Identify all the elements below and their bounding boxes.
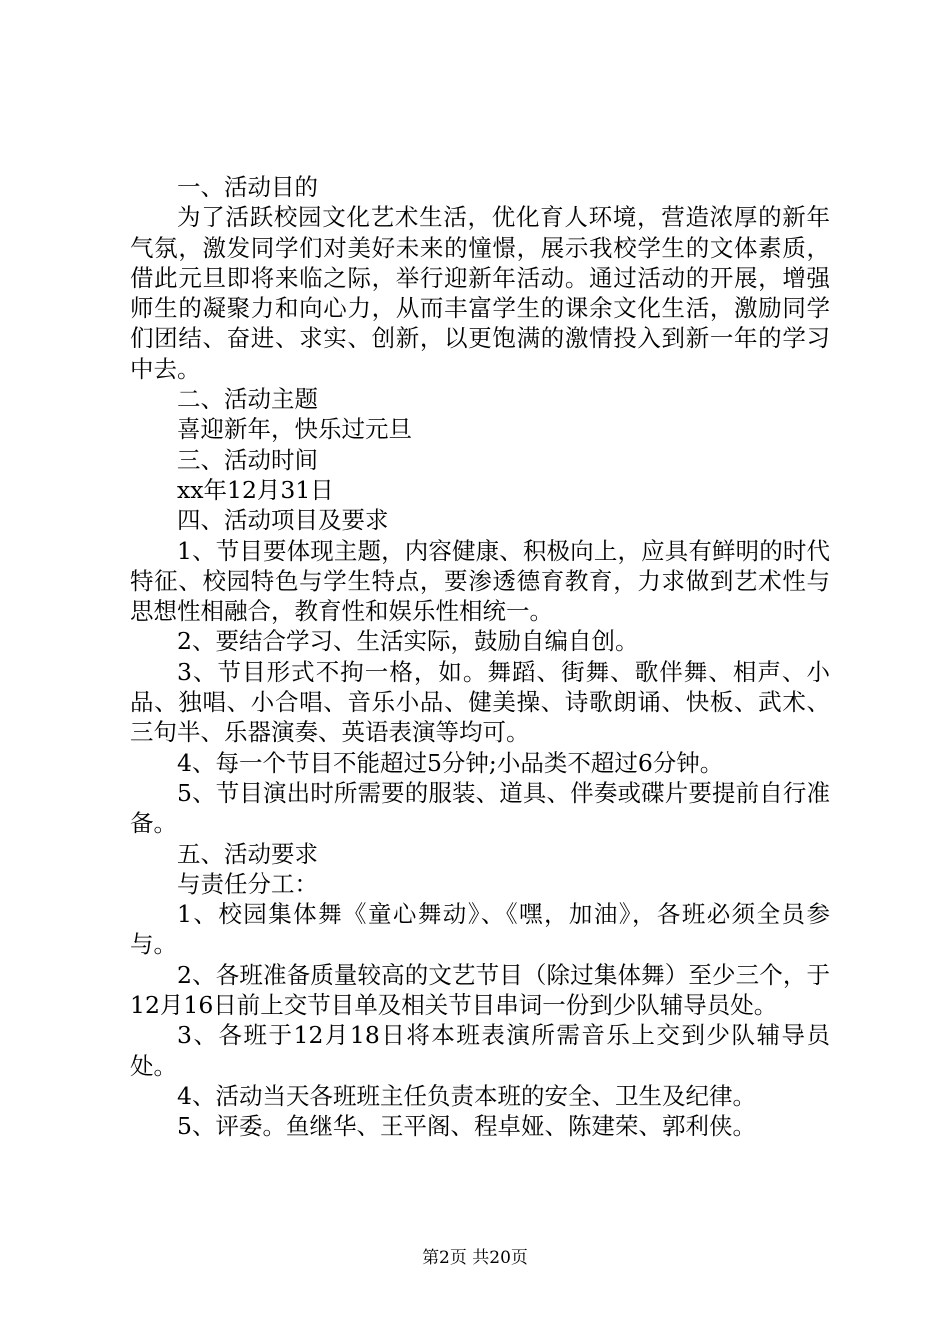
paragraph-responsibility: 与责任分工： [177, 869, 318, 898]
heading-theme: 二、活动主题 [177, 385, 318, 414]
paragraph-theme: 喜迎新年，快乐过元旦 [177, 415, 412, 444]
heading-purpose: 一、活动目的 [177, 173, 318, 201]
heading-requirements: 五、活动要求 [177, 839, 318, 868]
page-number: 第2页 共20页 [422, 1248, 528, 1268]
list-item: 3、节目形式不拘一格，如。舞蹈、街舞、歌伴舞、相声、小品、独唱、小合唱、音乐小品、健美操、诗歌朗诵、快板、武术、三句半、乐器演奏、英语表演等均可。 [130, 657, 830, 747]
list-item: 5、评委。鱼继华、王平阁、程卓娅、陈建荣、郭利侠。 [177, 1112, 756, 1141]
list-item: 1、节目要体现主题，内容健康、积极向上，应具有鲜明的时代特征、校园特色与学生特点，要渗透德育教育，力求做到艺术性与思想性相融合，教育性和娱乐性相统一。 [130, 536, 830, 626]
paragraph-purpose: 为了活跃校园文化艺术生活，优化育人环境，营造浓厚的新年气氛，激发同学们对美好未来的憧憬，展示我校学生的文体素质，借此元旦即将来临之际，举行迎新年活动。通过活动的开展，增强师生的凝聚力和向心力，从而丰富学生的课余文化生活，激励同学们团结、奋进、求实、创新，以更饱满的激情投入到新一年的学习中去。 [130, 203, 830, 383]
list-item: 2、要结合学习、生活实际，鼓励自编自创。 [177, 627, 639, 656]
list-item: 3、各班于12月18日将本班表演所需音乐上交到少队辅导员处。 [130, 1021, 830, 1080]
list-item: 4、活动当天各班班主任负责本班的安全、卫生及纪律。 [177, 1081, 756, 1110]
document-body [130, 172, 830, 1142]
list-item: 2、各班准备质量较高的文艺节目（除过集体舞）至少三个，于12月16日前上交节目单及相关节目串词一份到少队辅导员处。 [130, 960, 830, 1020]
heading-items: 四、活动项目及要求 [177, 506, 389, 535]
list-item: 1、校园集体舞《童心舞动》、《嘿，加油》，各班必须全员参与。 [130, 900, 830, 959]
paragraph-time: xx年12月31日 [177, 475, 334, 504]
heading-time: 三、活动时间 [177, 445, 318, 474]
list-item: 5、节目演出时所需要的服装、道具、伴奏或碟片要提前自行准备。 [130, 778, 830, 838]
list-item: 4、每一个节目不能超过5分钟;小品类不超过6分钟。 [177, 748, 724, 777]
